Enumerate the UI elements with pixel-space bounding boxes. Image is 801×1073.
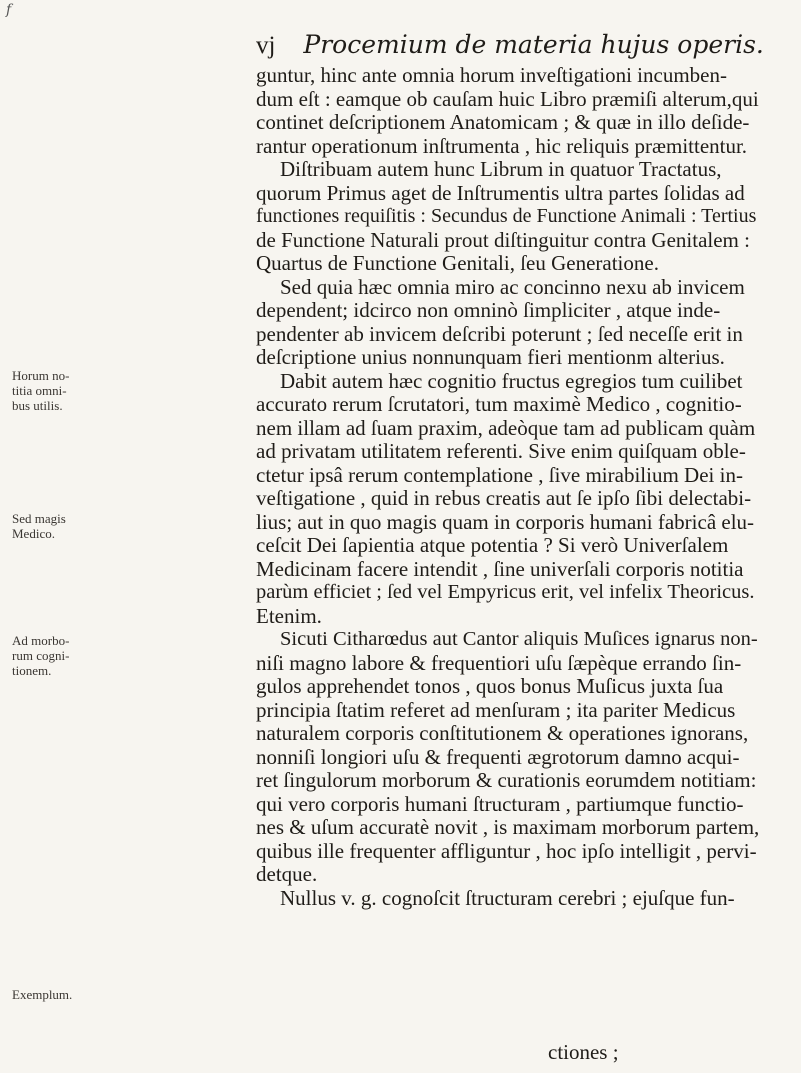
catchword: ctiones ; [548,1040,619,1064]
text-line: de Functione Naturali prout diſtinguitur contra Genitalem : [256,227,750,252]
corner-mark: f [6,2,12,18]
margin-note-sed-magis: Sed magis Medico. [12,511,66,541]
body-text [256,64,761,910]
text-line: nes & uſum accuratè novit , is maximam morborum partem, [256,815,760,839]
text-line: lius; aut in quo magis quam in corporis humani fabricâ elu- [256,509,755,534]
text-line: nonniſi longiori uſu & frequenti ægrotorum damno acqui- [256,744,740,769]
text-line: ad privatam utilitatem referenti. Sive enim quiſquam oble- [256,439,746,463]
text-line: detque. [256,862,318,886]
text-line: naturalem corporis conſtitutionem & operationes ignorans, [256,721,749,745]
text-line: Sicuti Citharœdus aut Cantor aliquis Muſices ignarus non- [280,628,758,650]
text-line: Quartus de Functione Genitali, ſeu Generatione. [256,251,659,275]
text-line: functiones requiſitis : Secundus de Functione Animali : Tertius [256,205,757,227]
text-line: ret ſingulorum morborum & curationis eorumdem notitiam: [256,768,757,792]
text-line: principia ſtatim referet ad menſuram ; ita pariter Medicus [256,697,736,722]
text-line: guntur, hinc ante omnia horum inveſtigationi incumben- [256,63,727,87]
text-line: Dabit autem hæc cognitio fructus egregios tum cuilibet [280,368,743,393]
text-line: gulos apprehendet tonos , quos bonus Muſicus juxta ſua [256,674,724,698]
text-line: ceſcit Dei ſapientia atque potentia ? Si verò Univerſalem [256,533,729,557]
margin-note-exemplum: Exemplum. [12,987,73,1002]
text-line: pendenter ab invicem deſcribi poterunt ; ſed neceſſe erit in [256,321,743,346]
text-line: ctetur ipsâ rerum contemplatione , ſive mirabilium Dei in- [256,462,743,487]
text-line: Sed quia hæc omnia miro ac concinno nexu ab invicem [280,274,745,299]
text-line: veſtigatione , quid in rebus creatis aut ſe ipſo ſibi delectabi- [256,486,752,510]
text-line: Etenim. [256,603,322,628]
text-line: continet deſcriptionem Anatomicam ; & quæ in illo deſide- [256,110,750,134]
running-title: Procemium de materia hujus operis. [303,30,764,59]
text-line: Nullus v. g. cognoſcit ſtructuram cerebri ; ejuſque fun- [280,885,735,910]
text-line: niſi magno labore & frequentiori uſu ſæpèque errando ſin- [256,650,742,675]
text-line: rantur operationum inſtrumenta , hic reliquis præmittentur. [256,133,748,158]
page-number: vj [256,32,276,59]
text-line: accurato rerum ſcrutatori, tum maximè Medico , cognitio- [256,392,742,416]
text-line: quibus ille frequenter affliguntur , hoc ipſo intelligit , pervi- [256,838,757,863]
margin-note-horum: Horum no- titia omni- bus utilis. [12,368,70,413]
margin-note-ad-morborum: Ad morbo- rum cogni- tionem. [12,633,70,678]
text-line: deſcriptione unius nonnunquam fieri mentionm alterius. [256,345,725,369]
text-line: dependent; idcirco non omninò ſimpliciter , atque inde- [256,298,721,322]
text-line: Diſtribuam autem hunc Librum in quatuor Tractatus, [280,157,722,181]
text-line: parùm efficiet ; ſed vel Empyricus erit, vel infelix Theoricus. [256,581,755,603]
text-line: dum eſt : eamque ob cauſam huic Libro præmiſi alterum,qui [256,86,759,111]
text-line: quorum Primus aget de Inſtrumentis ultra partes ſolidas ad [256,180,745,205]
text-line: Medicinam facere intendit , ſine univerſali corporis notitia [256,556,744,581]
text-line: qui vero corporis humani ſtructuram , partiumque functio- [256,791,744,816]
text-line: nem illam ad ſuam praxim, adeòque tam ad publicam quàm [256,415,756,440]
running-header [256,30,764,61]
